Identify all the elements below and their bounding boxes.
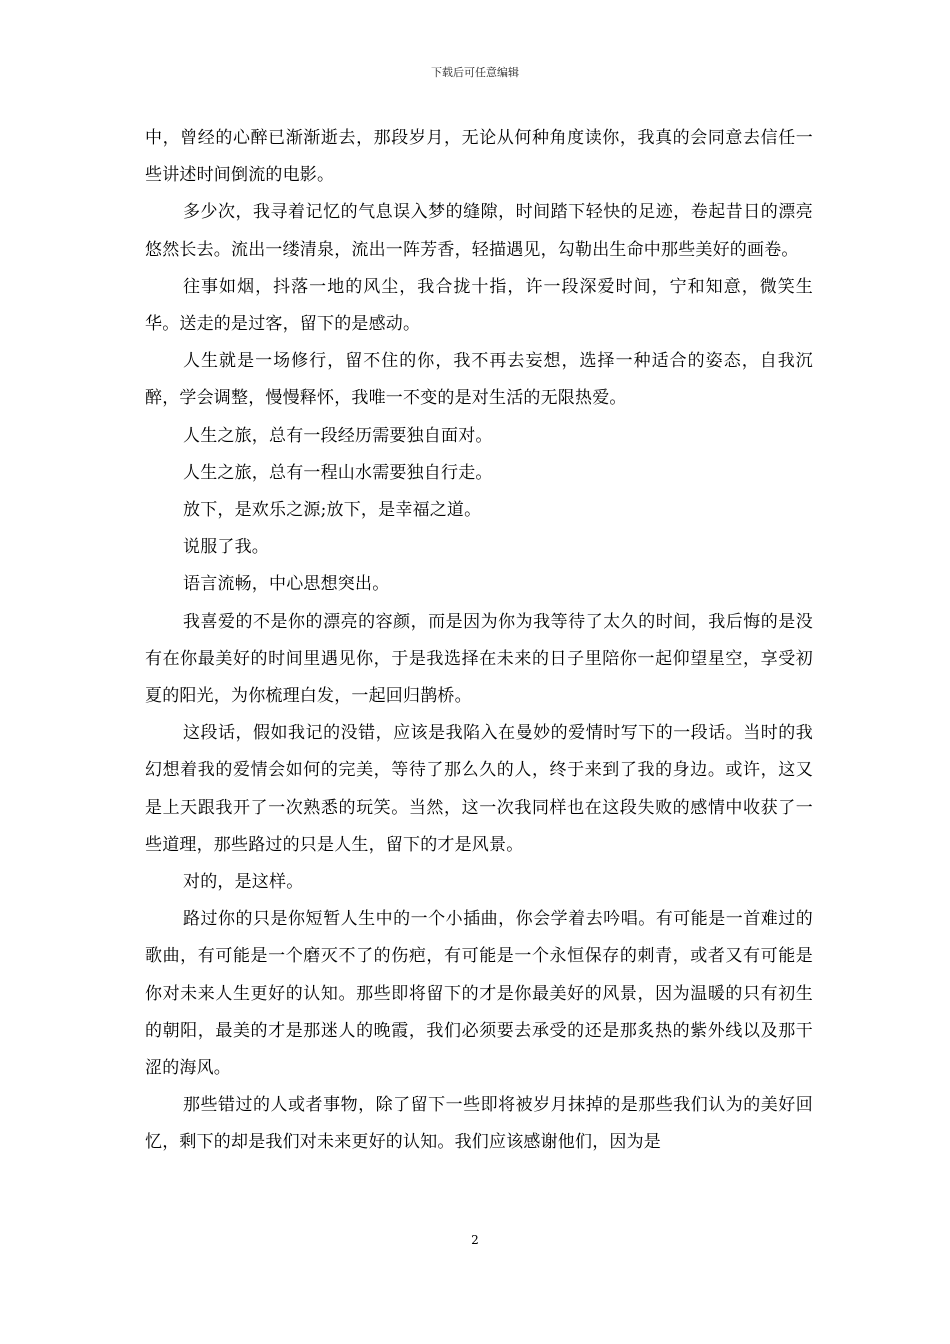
paragraph-7: 放下，是欢乐之源;放下，是幸福之道。 xyxy=(183,500,482,521)
paragraph-11: 这段话，假如我记的没错，应该是我陷入在曼妙的爱情时写下的一段话。当时的我幻想着我的爱情会如何的完美，等待了那么久的人，终于来到了我的身边。或许，这又是上天跟我开了一次熟悉的玩笑。当然，这一次我同样也在这段失败的感情中收获了一些道理，那些路过的只是人生，留下的才是风景。 xyxy=(145,723,813,855)
paragraph-10: 我喜爱的不是你的漂亮的容颜，而是因为你为我等待了太久的时间，我后悔的是没有在你最美好的时间里遇见你，于是我选择在未来的日子里陪你一起仰望星空，享受初夏的阳光，为你梳理白发，一起回归鹊桥。 xyxy=(145,611,813,707)
paragraph-1: 中，曾经的心醉已渐渐逝去，那段岁月，无论从何种角度读你，我真的会同意去信任一些讲述时间倒流的电影。 xyxy=(145,128,813,186)
paragraph-9: 语言流畅，中心思想突出。 xyxy=(183,574,390,595)
paragraph-4: 人生就是一场修行，留不住的你，我不再去妄想，选择一种适合的姿态，自我沉醉，学会调整，慢慢释怀，我唯一不变的是对生活的无限热爱。 xyxy=(145,351,813,409)
page-number: 2 xyxy=(471,1233,479,1247)
paragraph-6: 人生之旅，总有一程山水需要独自行走。 xyxy=(183,462,493,483)
paragraph-12: 对的，是这样。 xyxy=(183,872,304,893)
paragraph-3: 往事如烟，抖落一地的风尘，我合拢十指，许一段深爱时间，宁和知意，微笑生华。送走的是过客，留下的是感动。 xyxy=(145,276,813,335)
paragraph-14: 那些错过的人或者事物，除了留下一些即将被岁月抹掉的是那些我们认为的美好回忆，剩下的却是我们对未来更好的认知。我们应该感谢他们，因为是 xyxy=(145,1095,813,1153)
document-body xyxy=(145,120,813,1162)
paragraph-8: 说服了我。 xyxy=(183,537,269,558)
paragraph-13: 路过你的只是你短暂人生中的一个小插曲，你会学着去吟唱。有可能是一首难过的歌曲，有可能是一个磨灭不了的伤疤，有可能是一个永恒保存的刺青，或者又有可能是你对未来人生更好的认知。那些即将留下的才是你最美好的风景，因为温暖的只有初生的朝阳，最美的才是那迷人的晚霞，我们必须要去承受的还是那炙热的紫外线以及那干涩的海风。 xyxy=(145,909,813,1079)
page-header: 下载后可任意编辑 xyxy=(431,66,519,79)
paragraph-5: 人生之旅，总有一段经历需要独自面对。 xyxy=(183,425,493,446)
paragraph-2: 多少次，我寻着记忆的气息误入梦的缝隙，时间踏下轻快的足迹，卷起昔日的漂亮悠然长去。流出一缕清泉，流出一阵芳香，轻描遇见，勾勒出生命中那些美好的画卷。 xyxy=(145,202,813,260)
